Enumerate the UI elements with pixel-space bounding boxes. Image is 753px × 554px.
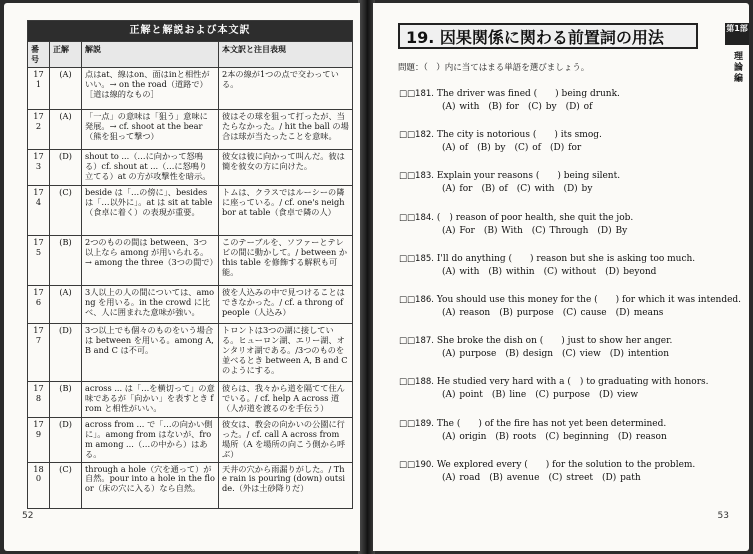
answer-option: (B) purpose (499, 308, 554, 318)
answer-option: (B) within (488, 266, 535, 277)
row-number: 178 (28, 382, 50, 418)
instruction-text: 問題：（ ）内に当てはまる単語を選びましょう。 (398, 63, 590, 73)
row-answer: (A) (50, 68, 82, 110)
row-explanation: shout to ...（…に向かって怒鳴る）cf. shout at ...（…に怒鳴り立てる）at の方が攻撃性を暗示。 (82, 150, 219, 186)
row-explanation: 「一点」の意味は「狙う」意味に発展。→ cf. shoot at the bear（熊を狙って撃つ） (82, 110, 219, 150)
row-explanation: across from ... で「…の向かい側に」。among from はないが、from among ...（…の中から）はある。 (82, 418, 219, 462)
row-number: 180 (28, 462, 50, 508)
question-text: Explain your reasons ( ) being silent. (436, 171, 621, 182)
table-row (28, 382, 353, 418)
header-translation: 本文訳と注目表現 (219, 42, 353, 68)
question-item (399, 129, 719, 155)
question-number: □□182. (399, 130, 434, 141)
answer-table (27, 20, 353, 509)
page-number: 52 (22, 511, 34, 521)
row-explanation: 2つのものの間は between、3つ以上なら among が用いられる。→ among the three（3つの間で） (82, 236, 219, 286)
row-translation: 彼を人込みの中で見つけることはできなかった。/ cf. a throng of people（人込み） (219, 286, 353, 324)
question-number: □□187. (399, 336, 434, 347)
answer-option: (D) of (565, 102, 593, 112)
row-answer: (D) (50, 150, 82, 186)
question-text: The ( ) of the fire has not yet been determined. (436, 418, 667, 429)
header-answer: 正解 (50, 42, 82, 68)
right-page (373, 3, 749, 551)
row-answer: (A) (50, 110, 82, 150)
answer-option: (D) means (615, 308, 664, 318)
left-page (4, 3, 360, 551)
answer-option: (D) path (602, 472, 641, 483)
row-explanation: 3人以上の人の間については、among を用いる。in the crowd に比べ、人に囲まれた意味が強い。 (82, 286, 219, 324)
answer-option: (C) purpose (535, 390, 591, 401)
row-translation: トムは、クラスではルーシーの隣に座っている。/ cf. one's neighbor at table（食卓で隣の人） (219, 186, 353, 236)
row-number: 172 (28, 110, 50, 150)
answer-option: (A) with (442, 266, 480, 277)
answer-option: (D) By (597, 225, 628, 236)
question-text: ( ) reason of poor health, she quit the job. (436, 212, 634, 223)
question-item (399, 170, 719, 196)
table-row (28, 110, 353, 150)
row-translation: 彼らは、我々から道を隔てて住んでいる。/ cf. help A across 道（人が道を渡るのを手伝う） (219, 382, 353, 418)
answer-option: (C) view (562, 349, 601, 360)
answer-option: (D) by (563, 184, 593, 195)
question-text: We explored every ( ) for the solution to the problem. (436, 459, 696, 470)
answer-option: (B) With (483, 225, 523, 236)
table-row (28, 186, 353, 236)
answer-option: (A) for (442, 184, 473, 195)
answer-option: (A) with (442, 102, 480, 112)
answer-option: (C) street (548, 472, 594, 483)
row-number: 176 (28, 286, 50, 324)
question-number: □□181. (399, 89, 434, 99)
answer-option: (B) by (477, 143, 506, 154)
table-row (28, 236, 353, 286)
question-number: □□183. (399, 171, 434, 182)
question-number: □□188. (399, 377, 434, 388)
table-title: 正解と解説および本文訳 (28, 21, 353, 42)
row-number: 177 (28, 324, 50, 382)
question-number: □□185. (399, 253, 434, 264)
row-answer: (B) (50, 382, 82, 418)
table-row (28, 462, 353, 508)
row-answer: (C) (50, 462, 82, 508)
answer-option: (C) by (527, 102, 557, 112)
answer-option: (A) purpose (442, 349, 497, 360)
question-text: You should use this money for the ( ) for which it was intended. (436, 295, 742, 305)
answer-option: (D) for (550, 143, 582, 154)
section-title: 19. 因果関係に関わる前置詞の用法 (398, 23, 698, 49)
answer-option: (D) reason (617, 431, 667, 442)
header-number: 番号 (28, 42, 50, 68)
question-number: □□184. (399, 212, 434, 223)
answer-option: (A) point (442, 390, 483, 401)
row-translation: このテーブルを、ソファーとテレビの間に動かして。/ between かthis table を修飾する解釈も可能。 (219, 236, 353, 286)
answer-option: (A) road (442, 472, 481, 483)
answer-option: (B) line (491, 390, 527, 401)
row-translation: トロントは3つの湖に接している。ヒューロン湖、エリー湖、オンタリオ湖である。/3つのものを並べるとき between A, B and C のようにする。 (219, 324, 353, 382)
answer-option: (A) origin (442, 431, 487, 442)
answer-option: (A) reason (442, 308, 491, 318)
answer-option: (D) beyond (605, 266, 657, 277)
question-item (399, 88, 719, 114)
answer-option: (C) without (543, 266, 597, 277)
answer-option: (B) for (488, 102, 519, 112)
question-item (399, 294, 742, 320)
answer-option: (C) of (514, 143, 542, 154)
table-row (28, 68, 353, 110)
header-explanation: 解説 (82, 42, 219, 68)
answer-option: (B) of (481, 184, 508, 195)
question-item (399, 459, 719, 485)
row-explanation: beside は「…の傍に」、besides は「…以外に」。at は sit at table（食卓に着く）の表現が重要。 (82, 186, 219, 236)
answer-option: (C) with (516, 184, 555, 195)
answer-option: (D) intention (609, 349, 670, 360)
row-number: 174 (28, 186, 50, 236)
question-number: □□190. (399, 459, 434, 470)
question-item (399, 335, 719, 361)
question-number: □□186. (399, 295, 434, 305)
answer-option: (C) beginning (545, 431, 609, 442)
answer-option: (B) avenue (489, 472, 540, 483)
row-number: 173 (28, 150, 50, 186)
row-translation: 天井の穴から雨漏りがした。/ The rain is pouring (down) outside.（外は土砂降りだ） (219, 462, 353, 508)
question-text: The driver was fined ( ) being drunk. (436, 89, 620, 99)
question-item (399, 418, 719, 444)
row-explanation: across ... は「…を横切って」の意味であるが「向かい」を表すとき from と相性がいい。 (82, 382, 219, 418)
answer-option: (A) of (442, 143, 469, 154)
table-row (28, 150, 353, 186)
row-number: 171 (28, 68, 50, 110)
row-translation: 彼女は、教会の向かいの公園に行った。/ cf. call A across from 場所（A を場所の向こう側から呼ぶ） (219, 418, 353, 462)
page-number: 53 (717, 511, 729, 521)
table-row (28, 286, 353, 324)
row-number: 175 (28, 236, 50, 286)
table-row (28, 418, 353, 462)
question-item (399, 253, 719, 279)
row-explanation: 3つ以上でも個々のものをいう場合は between を用いる。among A, B and C は不可。 (82, 324, 219, 382)
row-answer: (D) (50, 324, 82, 382)
answer-option: (D) view (599, 390, 639, 401)
question-text: She broke the dish on ( ) just to show her anger. (436, 336, 673, 347)
question-text: The city is notorious ( ) its smog. (436, 130, 602, 141)
question-item (399, 212, 719, 238)
answer-option: (B) roots (495, 431, 537, 442)
answer-option: (A) For (442, 225, 475, 236)
row-answer: (B) (50, 236, 82, 286)
row-answer: (A) (50, 286, 82, 324)
question-number: □□189. (399, 418, 434, 429)
row-translation: 2本の線が1つの点で交わっている。 (219, 68, 353, 110)
question-text: I'll do anything ( ) reason but she is asking too much. (436, 253, 696, 264)
row-explanation: through a hole（穴を通って）が自然。pour into a hole in the floor（床の穴に入る）なら自然。 (82, 462, 219, 508)
answer-option: (C) cause (562, 308, 607, 318)
answer-option: (C) Through (531, 225, 589, 236)
answer-option: (B) design (505, 349, 554, 360)
row-answer: (C) (50, 186, 82, 236)
part-tab: 第1部 (725, 23, 749, 45)
row-translation: 彼はその球を狙って打ったが、当たらなかった。/ hit the ball の場合は球が当たったことを意味。 (219, 110, 353, 150)
part-label: 理論編 (732, 51, 742, 84)
row-answer: (D) (50, 418, 82, 462)
table-row (28, 324, 353, 382)
question-item (399, 376, 719, 402)
row-translation: 彼女は彼に向かって叫んだ。彼は簡を彼女の方に向けた。 (219, 150, 353, 186)
row-number: 179 (28, 418, 50, 462)
row-explanation: 点はat、線はon、面はinと相性がいい。→ on the road（道路で）［道は線的なもの］ (82, 68, 219, 110)
question-text: He studied very hard with a ( ) to graduating with honors. (436, 377, 709, 388)
